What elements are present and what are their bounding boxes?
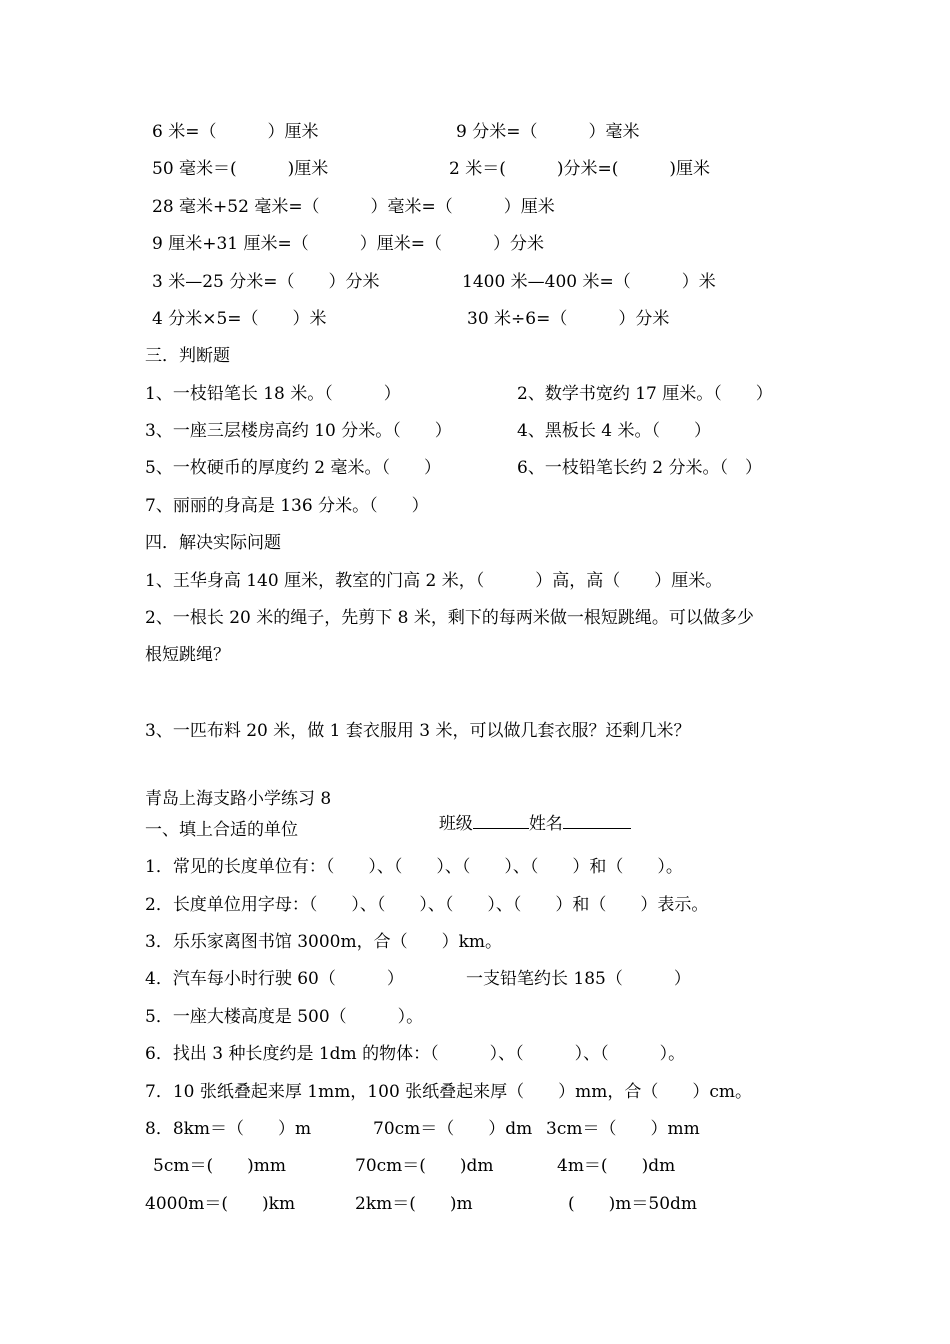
- judge-q6: 6、一枝铅笔长约 2 分米。（ ）: [517, 458, 762, 478]
- conversion-6m: 6 米=（ ）厘米: [152, 122, 319, 142]
- fill-q5: 5．一座大楼高度是 500（ ）。: [145, 1007, 424, 1027]
- fill-q4-left: 4．汽车每小时行驶 60（ ）: [145, 969, 404, 989]
- conversion-2m: 2 米＝( )分米=( )厘米: [449, 159, 710, 179]
- conversion-30m: 30 米÷6=（ ）分米: [467, 309, 670, 329]
- conversion-9dm: 9 分米=（ ）毫米: [456, 122, 640, 142]
- judge-q5: 5、一枚硬币的厚度约 2 毫米。（ ）: [145, 458, 441, 478]
- solve-q3: 3、一匹布料 20 米，做 1 套衣服用 3 米，可以做几套衣服？还剩几米？: [145, 721, 691, 741]
- solve-heading: 四．解决实际问题: [145, 533, 281, 553]
- class-field: [428, 788, 631, 834]
- fill-r10-a: 4000m＝( )km: [145, 1194, 296, 1214]
- judge-q7: 7、丽丽的身高是 136 分米。（ ）: [145, 496, 429, 516]
- fill-q3: 3．乐乐家离图书馆 3000m，合（ ）km。: [145, 932, 503, 952]
- fill-q7: 7．10 张纸叠起来厚 1mm，100 张纸叠起来厚（ ）mm，合（ ）cm。: [145, 1082, 753, 1102]
- fill-q2: 2．长度单位用字母：（ ）、（ ）、（ ）、（ ）和（ ）表示。: [145, 895, 709, 915]
- fill-r9-a: 5cm＝( )mm: [153, 1156, 286, 1176]
- worksheet-title: 青岛上海支路小学练习 8: [145, 789, 332, 809]
- name-label: 姓名: [528, 814, 563, 834]
- name-blank[interactable]: [563, 810, 631, 829]
- solve-q1: 1、王华身高 140 厘米，教室的门高 2 米，（ ）高，高（ ）厘米。: [145, 571, 723, 591]
- class-blank[interactable]: [473, 810, 529, 829]
- fill-q8-a: 8．8km＝（ ）m: [145, 1119, 312, 1139]
- conversion-4dm: 4 分米×5=（ ）米: [152, 309, 327, 329]
- conversion-1400m: 1400 米—400 米=（ ）米: [462, 272, 716, 292]
- fill-q8-b: 70cm＝（ ）dm: [373, 1119, 533, 1139]
- conversion-50mm: 50 毫米＝( )厘米: [152, 159, 329, 179]
- class-label: 班级: [438, 814, 473, 834]
- conversion-3m: 3 米—25 分米=（ ）分米: [152, 272, 380, 292]
- solve-q2-cont: 根短跳绳？: [145, 645, 230, 665]
- judge-q4: 4、黑板长 4 米。（ ）: [517, 421, 711, 441]
- fill-r9-c: 4m＝( )dm: [557, 1156, 676, 1176]
- judge-q1: 1、一枝铅笔长 18 米。（ ）: [145, 384, 401, 404]
- judge-heading: 三．判断题: [145, 346, 230, 366]
- conversion-9cm: 9 厘米+31 厘米=（ ）厘米=（ ）分米: [152, 234, 544, 254]
- conversion-28mm: 28 毫米+52 毫米=（ ）毫米=（ ）厘米: [152, 197, 555, 217]
- fill-r9-b: 70cm＝( )dm: [355, 1156, 494, 1176]
- fill-r10-c: ( )m＝50dm: [568, 1194, 698, 1214]
- fill-units-heading: 一、填上合适的单位: [145, 820, 298, 840]
- judge-q3: 3、一座三层楼房高约 10 分米。（ ）: [145, 421, 452, 441]
- judge-q2: 2、数学书宽约 17 厘米。（ ）: [517, 384, 773, 404]
- fill-r10-b: 2km＝( )m: [355, 1194, 473, 1214]
- fill-q1: 1．常见的长度单位有：（ ）、（ ）、（ ）、（ ）和（ ）。: [145, 857, 683, 877]
- fill-q6: 6．找出 3 种长度约是 1dm 的物体：（ ）、（ ）、（ ）。: [145, 1044, 686, 1064]
- fill-q8-c: 3cm＝（ ）mm: [546, 1119, 700, 1139]
- solve-q2: 2、一根长 20 米的绳子，先剪下 8 米，剩下的每两米做一根短跳绳。可以做多少: [145, 608, 754, 628]
- fill-q4-right: 一支铅笔约长 185（ ）: [466, 969, 691, 989]
